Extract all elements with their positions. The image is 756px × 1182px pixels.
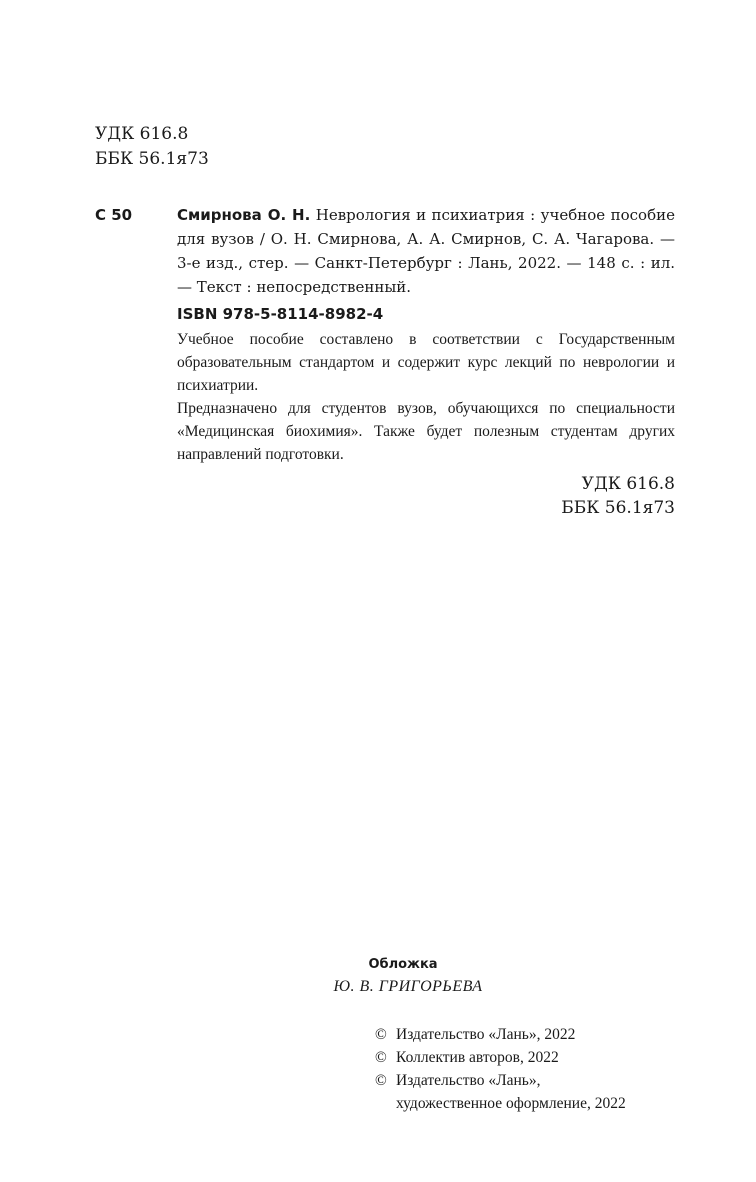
copyright-notices xyxy=(375,1023,626,1115)
copyright-line-continuation: художественное оформление, 2022 xyxy=(396,1095,626,1112)
copyright-line xyxy=(375,1069,626,1092)
author-mark: С 50 xyxy=(95,206,133,224)
copyright-text: Коллектив авторов, 2022 xyxy=(396,1049,559,1066)
bbk-code: ББК 56.1я73 xyxy=(95,149,209,169)
cover-credit xyxy=(0,955,756,999)
udk-code: УДК 616.8 xyxy=(581,474,675,494)
annotation xyxy=(177,328,675,466)
copyright-symbol: © xyxy=(375,1049,387,1066)
copyright-line xyxy=(375,1023,626,1046)
cover-label: Обложка xyxy=(368,957,438,972)
classification-codes-bottom xyxy=(561,472,675,520)
bbk-code: ББК 56.1я73 xyxy=(561,498,675,518)
copyright-symbol: © xyxy=(375,1026,387,1043)
isbn: ISBN 978-5-8114-8982-4 xyxy=(177,305,384,323)
copyright-text: Издательство «Лань», 2022 xyxy=(396,1026,576,1043)
catalog-record xyxy=(95,203,675,299)
udk-code: УДК 616.8 xyxy=(95,124,189,144)
annotation-paragraph: Учебное пособие составлено в соответствии с Государственным образовательным стандартом и содержит курс лекций по неврологии и психиатрии. xyxy=(177,331,675,394)
cover-artist: Ю. В. ГРИГОРЬЕВА xyxy=(333,978,483,995)
copyright-text: Издательство «Лань», xyxy=(396,1072,541,1089)
annotation-paragraph: Предназначено для студентов вузов, обучающихся по специальности «Медицинская биохимия». Также будет полезным студентам других направлений подготовки. xyxy=(177,400,675,463)
classification-codes-top xyxy=(95,122,209,172)
author-name: Смирнова О. Н. xyxy=(177,206,311,224)
bibliographic-entry xyxy=(177,203,675,299)
bibliographic-description: Неврология и психиатрия : учебное пособие для вузов / О. Н. Смирнова, А. А. Смирнов, С. А. Чагарова. — 3-е изд., стер. — Санкт-Петербург : Лань, 2022. — 148 с. : ил. — Текст : непосредственный. xyxy=(177,206,675,296)
copyright-line xyxy=(375,1046,626,1069)
copyright-symbol: © xyxy=(375,1072,387,1089)
